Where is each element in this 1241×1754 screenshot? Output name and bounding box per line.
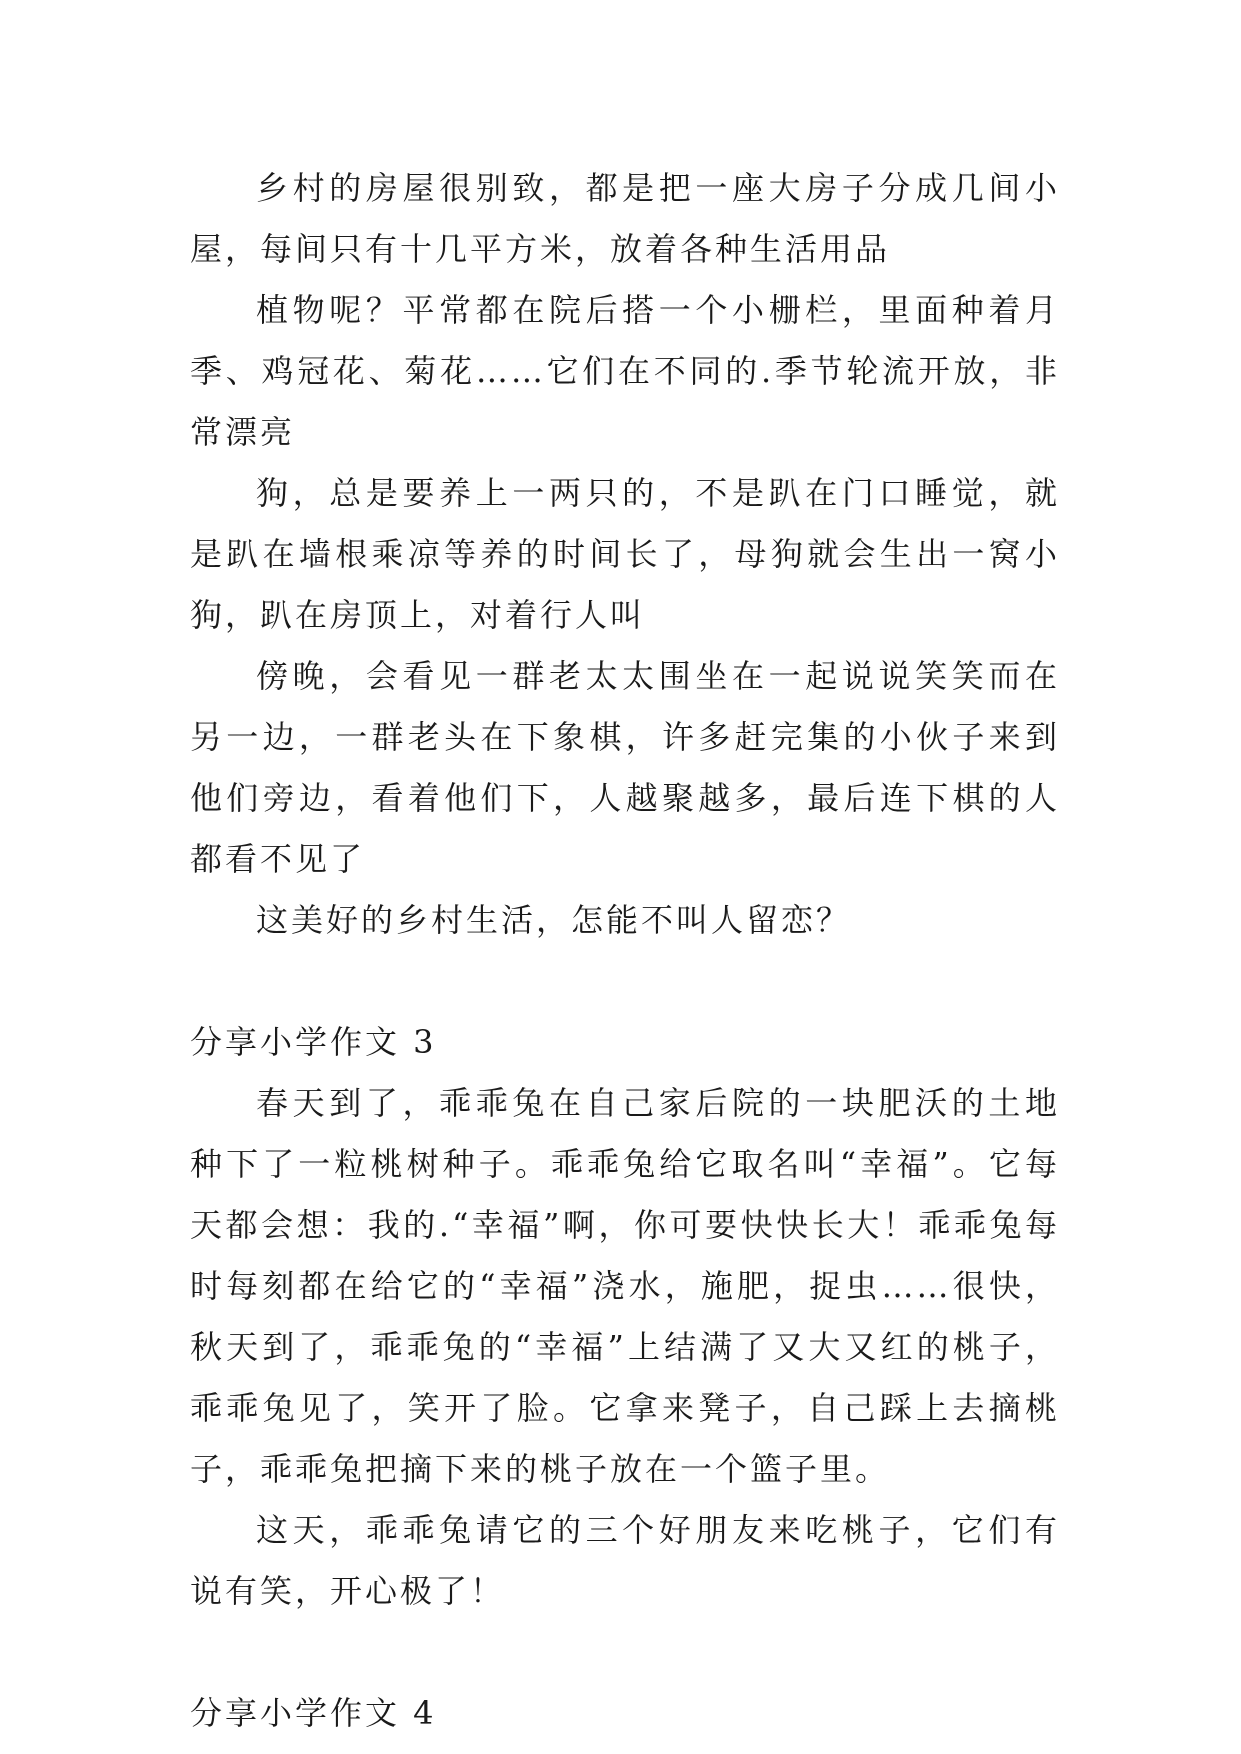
- paragraph-peach-tree: 春天到了，乖乖兔在自己家后院的一块肥沃的土地种下了一粒桃树种子。乖乖兔给它取名叫“幸福”。它每天都会想：我的.“幸福”啊，你可要快快长大！乖乖兔每时每刻都在给它的“幸福”浇水，施肥，捉虫……很快，秋天到了，乖乖兔的“幸福”上结满了又大又红的桃子，乖乖兔见了，笑开了脸。它拿来凳子，自己踩上去摘桃子，乖乖兔把摘下来的桃子放在一个篮子里。: [190, 1084, 1060, 1488]
- paragraph-conclusion: 这美好的乡村生活，怎能不叫人留恋？: [256, 901, 852, 939]
- document-body: [190, 158, 1060, 1744]
- essay-heading-4: 分享小学作文 4: [190, 1694, 437, 1732]
- paragraph-dogs: 狗，总是要养上一两只的，不是趴在门口睡觉，就是趴在墙根乘凉等养的时间长了，母狗就会生出一窝小狗，趴在房顶上，对着行人叫: [190, 474, 1060, 634]
- paragraph-friends: 这天，乖乖兔请它的三个好朋友来吃桃子，它们有说有笑，开心极了！: [190, 1511, 1060, 1610]
- essay-heading-3: 分享小学作文 3: [190, 1023, 437, 1061]
- paragraph-plants: 植物呢？平常都在院后搭一个小栅栏，里面种着月季、鸡冠花、菊花……它们在不同的.季节轮流开放，非常漂亮: [190, 291, 1060, 451]
- paragraph-evening: 傍晚，会看见一群老太太围坐在一起说说笑笑而在另一边，一群老头在下象棋，许多赶完集的小伙子来到他们旁边，看着他们下，人越聚越多，最后连下棋的人都看不见了: [190, 657, 1060, 878]
- paragraph-houses: 乡村的房屋很别致，都是把一座大房子分成几间小屋，每间只有十几平方米，放着各种生活用品: [190, 169, 1060, 268]
